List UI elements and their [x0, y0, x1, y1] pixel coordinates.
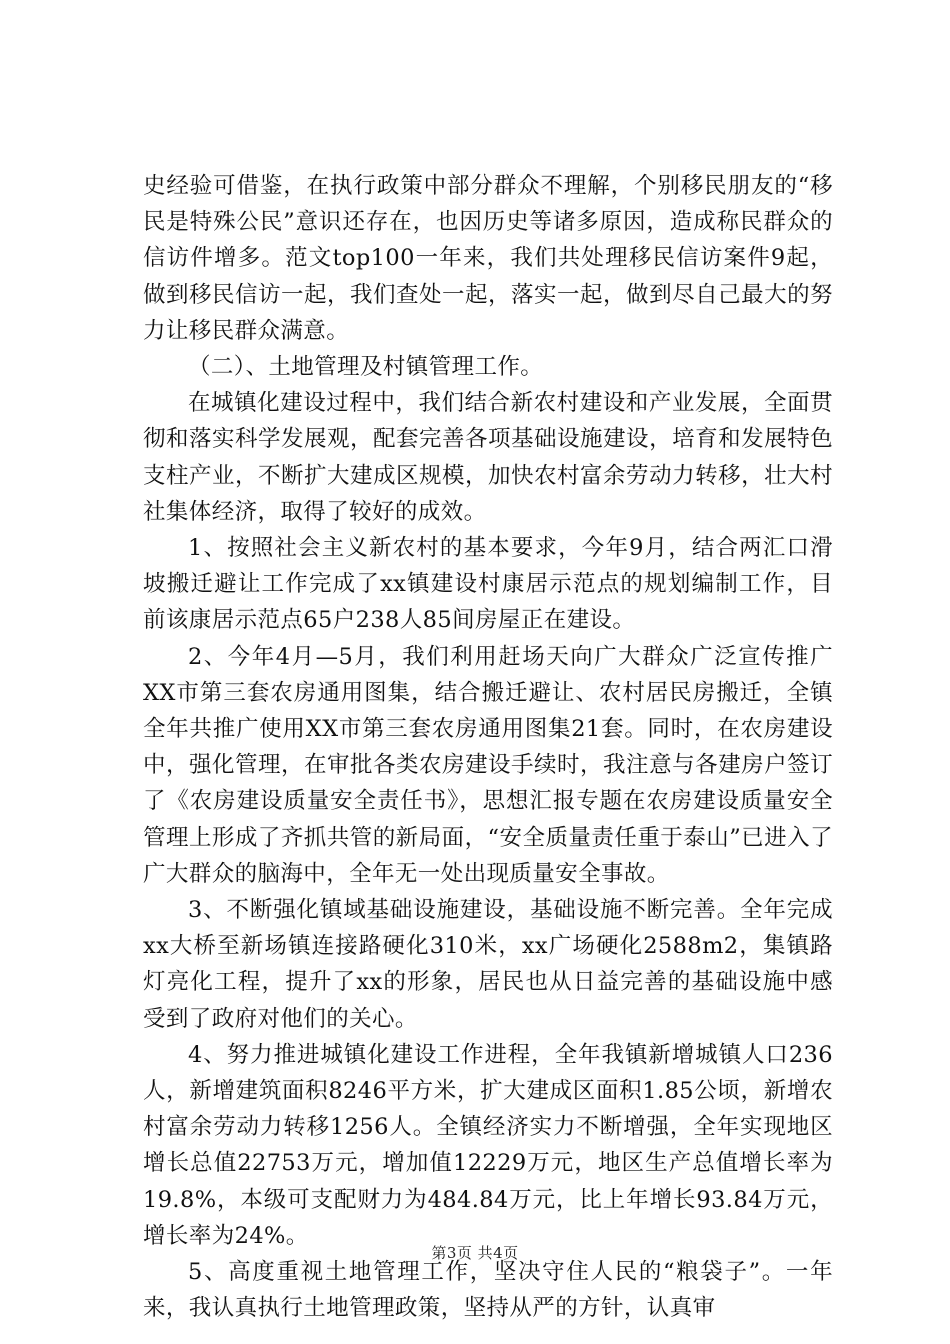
paragraph-item-3: 3、不断强化镇域基础设施建设，基础设施不断完善。全年完成xx大桥至新场镇连接路硬化310米，xx广场硬化2588m2，集镇路灯亮化工程，提升了xx的形象，居民也从日益完善的基础设施中感受到了政府对他们的关心。 [143, 897, 833, 1032]
paragraph-overview: 在城镇化建设过程中，我们结合新农村建设和产业发展，全面贯彻和落实科学发展观，配套完善各项基础设施建设，培育和发展特色支柱产业，不断扩大建成区规模，加快农村富余劳动力转移，壮大村社集体经济，取得了较好的成效。 [143, 390, 833, 525]
document-body [143, 168, 833, 1327]
paragraph-item-5: 5、高度重视土地管理工作，坚决守住人民的“粮袋子”。一年来，我认真执行土地管理政策，坚持从严的方针，认真审 [143, 1259, 833, 1322]
paragraph-item-1: 1、按照社会主义新农村的基本要求，今年9月，结合两汇口滑坡搬迁避让工作完成了xx镇建设村康居示范点的规划编制工作，目前该康居示范点65户238人85间房屋正在建设。 [143, 535, 833, 634]
section-heading: （二）、土地管理及村镇管理工作。 [188, 354, 544, 381]
paragraph-continuation: 史经验可借鉴，在执行政策中部分群众不理解，个别移民朋友的“移民是特殊公民”意识还存在，也因历史等诸多原因，造成称民群众的信访件增多。范文top100一年来，我们共处理移民信访案件9起，做到移民信访一起，我们查处一起，落实一起，做到尽自己最大的努力让移民群众满意。 [143, 173, 833, 344]
paragraph-item-4: 4、努力推进城镇化建设工作进程，全年我镇新增城镇人口236人，新增建筑面积8246平方米，扩大建成区面积1.85公顷，新增农村富余劳动力转移1256人。全镇经济实力不断增强，全年实现地区增长总值22753万元，增加值12229万元，地区生产总值增长率为19.8%，本级可支配财力为484.84万元，比上年增长93.84万元，增长率为24%。 [143, 1041, 833, 1249]
paragraph-item-2: 2、今年4月—5月，我们利用赶场天向广大群众广泛宣传推广XX市第三套农房通用图集，结合搬迁避让、农村居民房搬迁，全镇全年共推广使用XX市第三套农房通用图集21套。同时，在农房建设中，强化管理，在审批各类农房建设手续时，我注意与各建房户签订了《农房建设质量安全责任书》，思想汇报专题在农房建设质量安全管理上形成了齐抓共管的新局面，“安全质量责任重于泰山”已进入了广大群众的脑海中，全年无一处出现质量安全事故。 [143, 643, 833, 887]
page-number-footer: 第3页 共4页 [431, 1244, 519, 1262]
